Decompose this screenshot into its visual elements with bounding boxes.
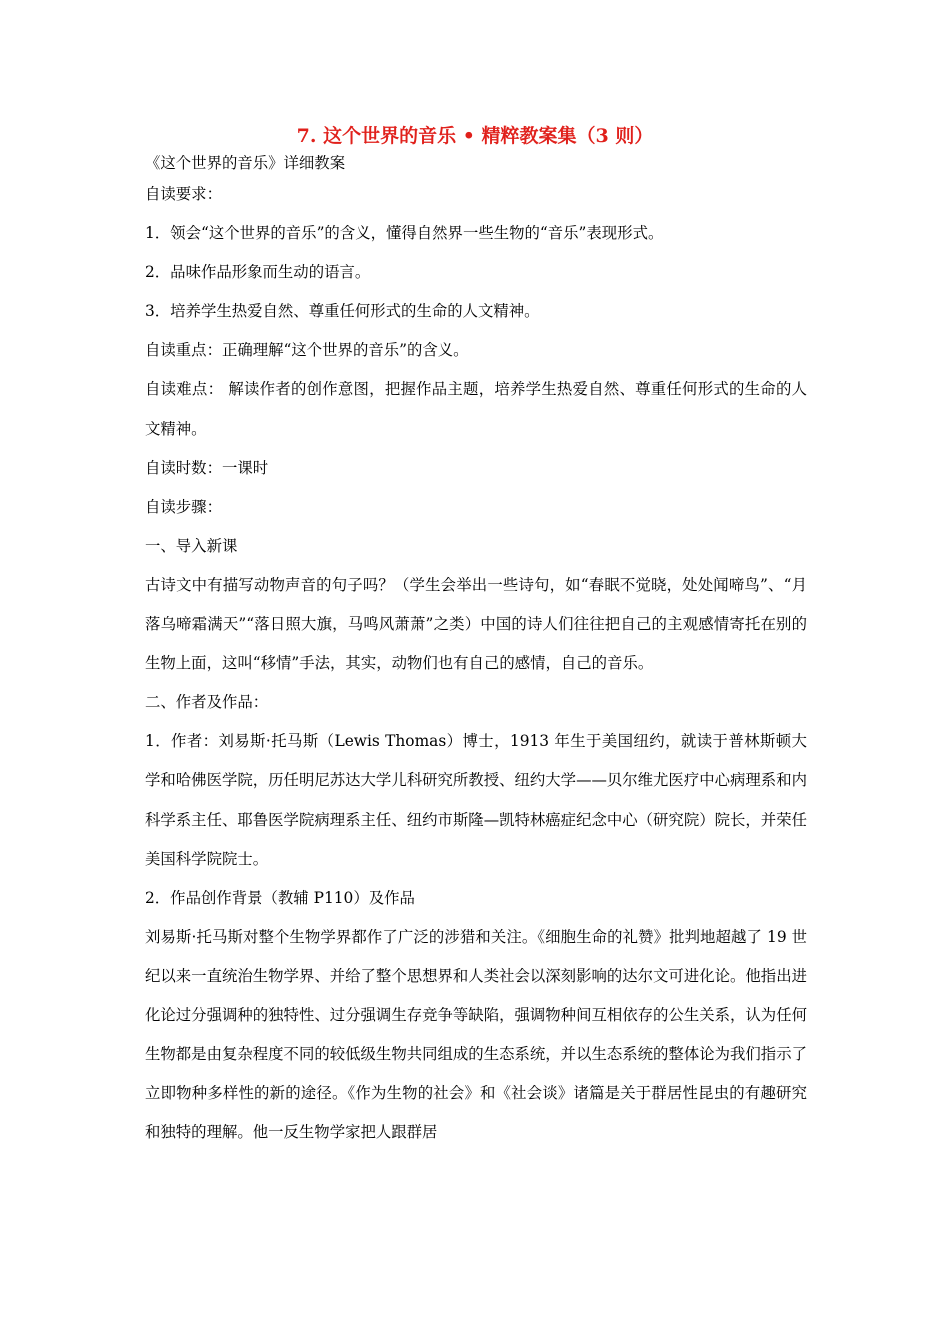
paragraph: 自读时数：一课时 xyxy=(145,458,269,477)
paragraph: 一、导入新课 xyxy=(145,536,238,555)
document-subtitle: 《这个世界的音乐》详细教案 xyxy=(145,154,346,172)
paragraph: 3．培养学生热爱自然、尊重任何形式的生命的人文精神。 xyxy=(145,302,540,321)
document-title: 7. 这个世界的音乐 • 精粹教案集（3 则） xyxy=(296,125,654,147)
document-body xyxy=(145,151,807,1152)
paragraph: 刘易斯·托马斯对整个生物学界都作了广泛的涉猎和关注。《细胞生命的礼赞》批判地超越了 19 世纪以来一直统治生物学界、并给了整个思想界和人类社会以深刻影响的达尔文可进化论。他指出进化论过分强调种的独特性、过分强调生存竞争等缺陷，强调物种间互相依存的公生关系，认为任何生物都是由复杂程度不同的较低级生物共同组成的生态系统，并以生态系统的整体论为我们指示了立即物种多样性的新的途径。《作为生物的社会》和《社会谈》诸篇是关于群居性昆虫的有趣研究和独特的理解。他一反生物学家把人跟群居 xyxy=(145,927,807,1142)
paragraph: 1．领会“这个世界的音乐”的含义，懂得自然界一些生物的“音乐”表现形式。 xyxy=(145,224,664,243)
paragraph: 2．品味作品形象而生动的语言。 xyxy=(145,263,371,282)
paragraph: 古诗文中有描写动物声音的句子吗？（学生会举出一些诗句，如“春眠不觉晓，处处闻啼鸟”、“月落乌啼霜满天”“落日照大旗，马鸣风萧萧”之类）中国的诗人们往往把自己的主观感情寄托在别的生物上面，这叫“移情”手法，其实，动物们也有自己的感情，自己的音乐。 xyxy=(145,575,807,673)
paragraph: 自读难点： 解读作者的创作意图，把握作品主题，培养学生热爱自然、尊重任何形式的生命的人文精神。 xyxy=(145,380,807,438)
paragraph: 自读重点：正确理解“这个世界的音乐”的含义。 xyxy=(145,341,469,360)
paragraph: 2．作品创作背景（教辅 P110）及作品 xyxy=(145,888,415,907)
paragraph: 自读要求： xyxy=(145,185,222,203)
paragraph: 1．作者：刘易斯·托马斯（Lewis Thomas）博士，1913 年生于美国纽约，就读于普林斯顿大学和哈佛医学院，历任明尼苏达大学儿科研究所教授、纽约大学——贝尔维尤医疗中心病理系和内科学系主任、耶鲁医学院病理系主任、纽约市斯隆—凯特林癌症纪念中心（研究院）院长，并荣任美国科学院院士。 xyxy=(145,732,807,868)
paragraph: 二、作者及作品： xyxy=(145,693,269,712)
paragraph: 自读步骤： xyxy=(145,497,222,516)
